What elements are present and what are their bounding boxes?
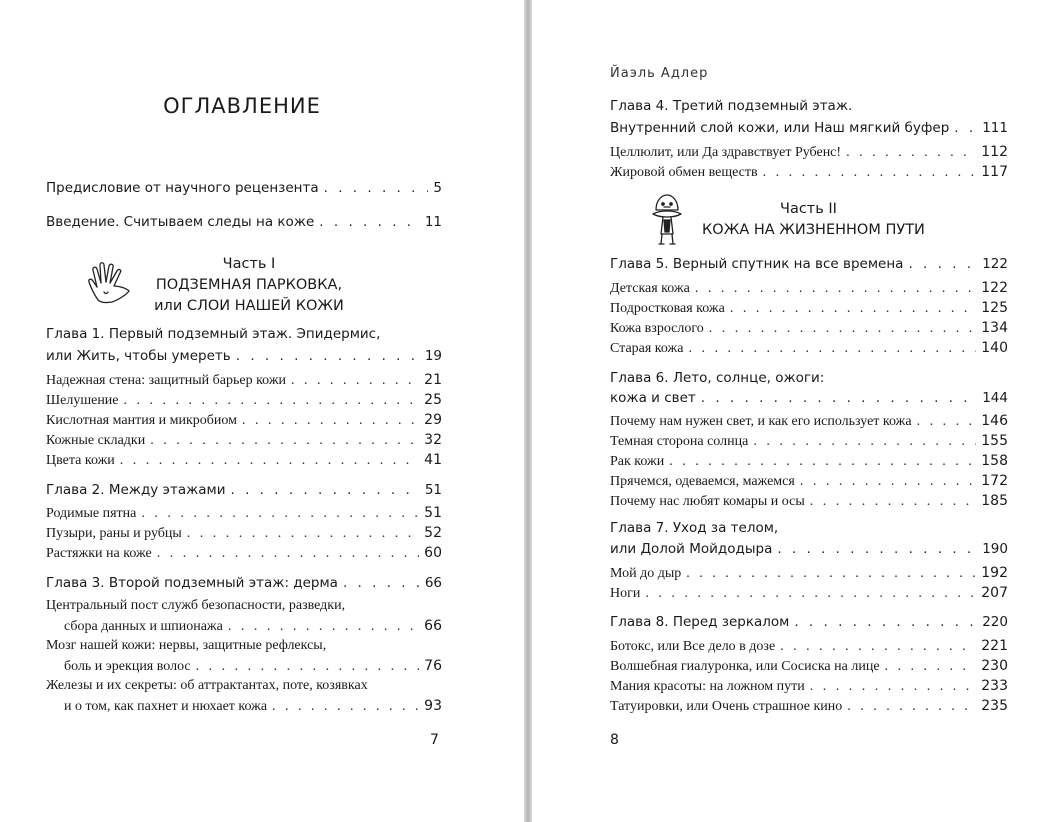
- toc-entry[interactable]: Ноги . . . 207: [610, 585, 1008, 602]
- toc-entry[interactable]: Шелушение . . . 25: [46, 392, 442, 409]
- chapter-title[interactable]: Глава 1. Первый подземный этаж. Эпидермис,: [46, 326, 381, 342]
- toc-entry[interactable]: Предисловие от научного рецензента . . . 5: [46, 180, 442, 196]
- part-title-line: ПОДЗЕМНАЯ ПАРКОВКА,: [155, 277, 343, 293]
- toc-entry[interactable]: Темная сторона солнца . . . 155: [610, 433, 1008, 450]
- toc-entry[interactable]: Ботокс, или Все дело в дозе . . . 221: [610, 638, 1008, 655]
- toc-entry[interactable]: или Долой Мойдодыра . . . 190: [610, 541, 1008, 557]
- toc-entry-line[interactable]: Мозг нашей кожи: нервы, защитные рефлексы,: [46, 638, 327, 653]
- page-title: ОГЛАВЛЕНИЕ: [163, 94, 321, 118]
- toc-entry-line[interactable]: Железы и их секреты: об аттрактантах, поте, козявках: [46, 678, 368, 693]
- toc-entry[interactable]: и о том, как пахнет и нюхает кожа . . . 93: [64, 698, 442, 715]
- part-title: КОЖА НА ЖИЗНЕННОМ ПУТИ: [702, 222, 925, 238]
- toc-entry[interactable]: Кожные складки . . . 32: [46, 432, 442, 449]
- toc-entry[interactable]: Подростковая кожа . . . 125: [610, 300, 1008, 317]
- toc-entry[interactable]: сбора данных и шпионажа . . . 66: [64, 618, 442, 635]
- chapter-title[interactable]: Глава 6. Лето, солнце, ожоги:: [610, 370, 825, 386]
- toc-entry[interactable]: Волшебная гиалуронка, или Сосиска на лице . . . 230: [610, 658, 1008, 675]
- character-drawing-icon: [652, 194, 682, 246]
- toc-entry[interactable]: Растяжки на коже . . . 60: [46, 545, 442, 562]
- toc-entry[interactable]: Кожа взрослого . . . 134: [610, 320, 1008, 337]
- toc-entry[interactable]: Рак кожи . . . 158: [610, 453, 1008, 470]
- hand-drawing-icon: [86, 262, 132, 304]
- toc-entry[interactable]: Глава 5. Верный спутник на все времена . . . 122: [610, 256, 1008, 272]
- toc-entry[interactable]: Почему нам нужен свет, и как его использует кожа . . . 146: [610, 413, 1008, 430]
- toc-entry[interactable]: Глава 2. Между этажами . . . 51: [46, 482, 442, 498]
- toc-entry[interactable]: Мания красоты: на ложном пути . . . 233: [610, 678, 1008, 695]
- toc-entry-line[interactable]: Центральный пост служб безопасности, разведки,: [46, 598, 346, 613]
- toc-entry[interactable]: Жировой обмен веществ . . . 117: [610, 164, 1008, 181]
- toc-entry[interactable]: Старая кожа . . . 140: [610, 340, 1008, 357]
- toc-entry[interactable]: Прячемся, одеваемся, мажемся . . . 172: [610, 473, 1008, 490]
- toc-entry[interactable]: Мой до дыр . . . 192: [610, 565, 1008, 582]
- page-number: 8: [610, 732, 619, 748]
- toc-entry[interactable]: Детская кожа . . . 122: [610, 280, 1008, 297]
- toc-entry[interactable]: Почему нас любят комары и осы . . . 185: [610, 493, 1008, 510]
- chapter-title[interactable]: Глава 4. Третий подземный этаж.: [610, 98, 853, 114]
- toc-entry[interactable]: Глава 3. Второй подземный этаж: дерма . . . 66: [46, 575, 442, 591]
- right-page: [532, 0, 1056, 822]
- toc-entry[interactable]: Введение. Считываем следы на коже . . . 11: [46, 214, 442, 230]
- toc-entry[interactable]: или Жить, чтобы умереть . . . 19: [46, 348, 442, 364]
- toc-entry[interactable]: Надежная стена: защитный барьер кожи . . . 21: [46, 372, 442, 389]
- toc-entry[interactable]: боль и эрекция волос . . . 76: [64, 658, 442, 675]
- part-label: Часть II: [780, 201, 837, 217]
- toc-entry[interactable]: Кислотная мантия и микробиом . . . 29: [46, 412, 442, 429]
- chapter-title[interactable]: Глава 7. Уход за телом,: [610, 520, 779, 536]
- running-head-author: Йаэль Адлер: [610, 66, 709, 81]
- toc-entry[interactable]: Глава 8. Перед зеркалом . . . 220: [610, 614, 1008, 630]
- left-page: [0, 0, 524, 822]
- toc-entry[interactable]: Татуировки, или Очень страшное кино . . . 235: [610, 698, 1008, 715]
- toc-entry[interactable]: Цвета кожи . . . 41: [46, 452, 442, 469]
- part-title-line: или СЛОИ НАШЕЙ КОЖИ: [154, 298, 344, 314]
- part-label: Часть I: [222, 256, 276, 272]
- toc-entry[interactable]: Целлюлит, или Да здравствует Рубенс! . . . 112: [610, 144, 1008, 161]
- toc-entry[interactable]: Родимые пятна . . . 51: [46, 505, 442, 522]
- toc-entry[interactable]: Пузыри, раны и рубцы . . . 52: [46, 525, 442, 542]
- toc-entry[interactable]: Внутренний слой кожи, или Наш мягкий буфер . . . 111: [610, 120, 1008, 136]
- toc-entry[interactable]: кожа и свет . . . 144: [610, 390, 1008, 406]
- book-gutter: [524, 0, 532, 822]
- page-number: 7: [430, 732, 439, 748]
